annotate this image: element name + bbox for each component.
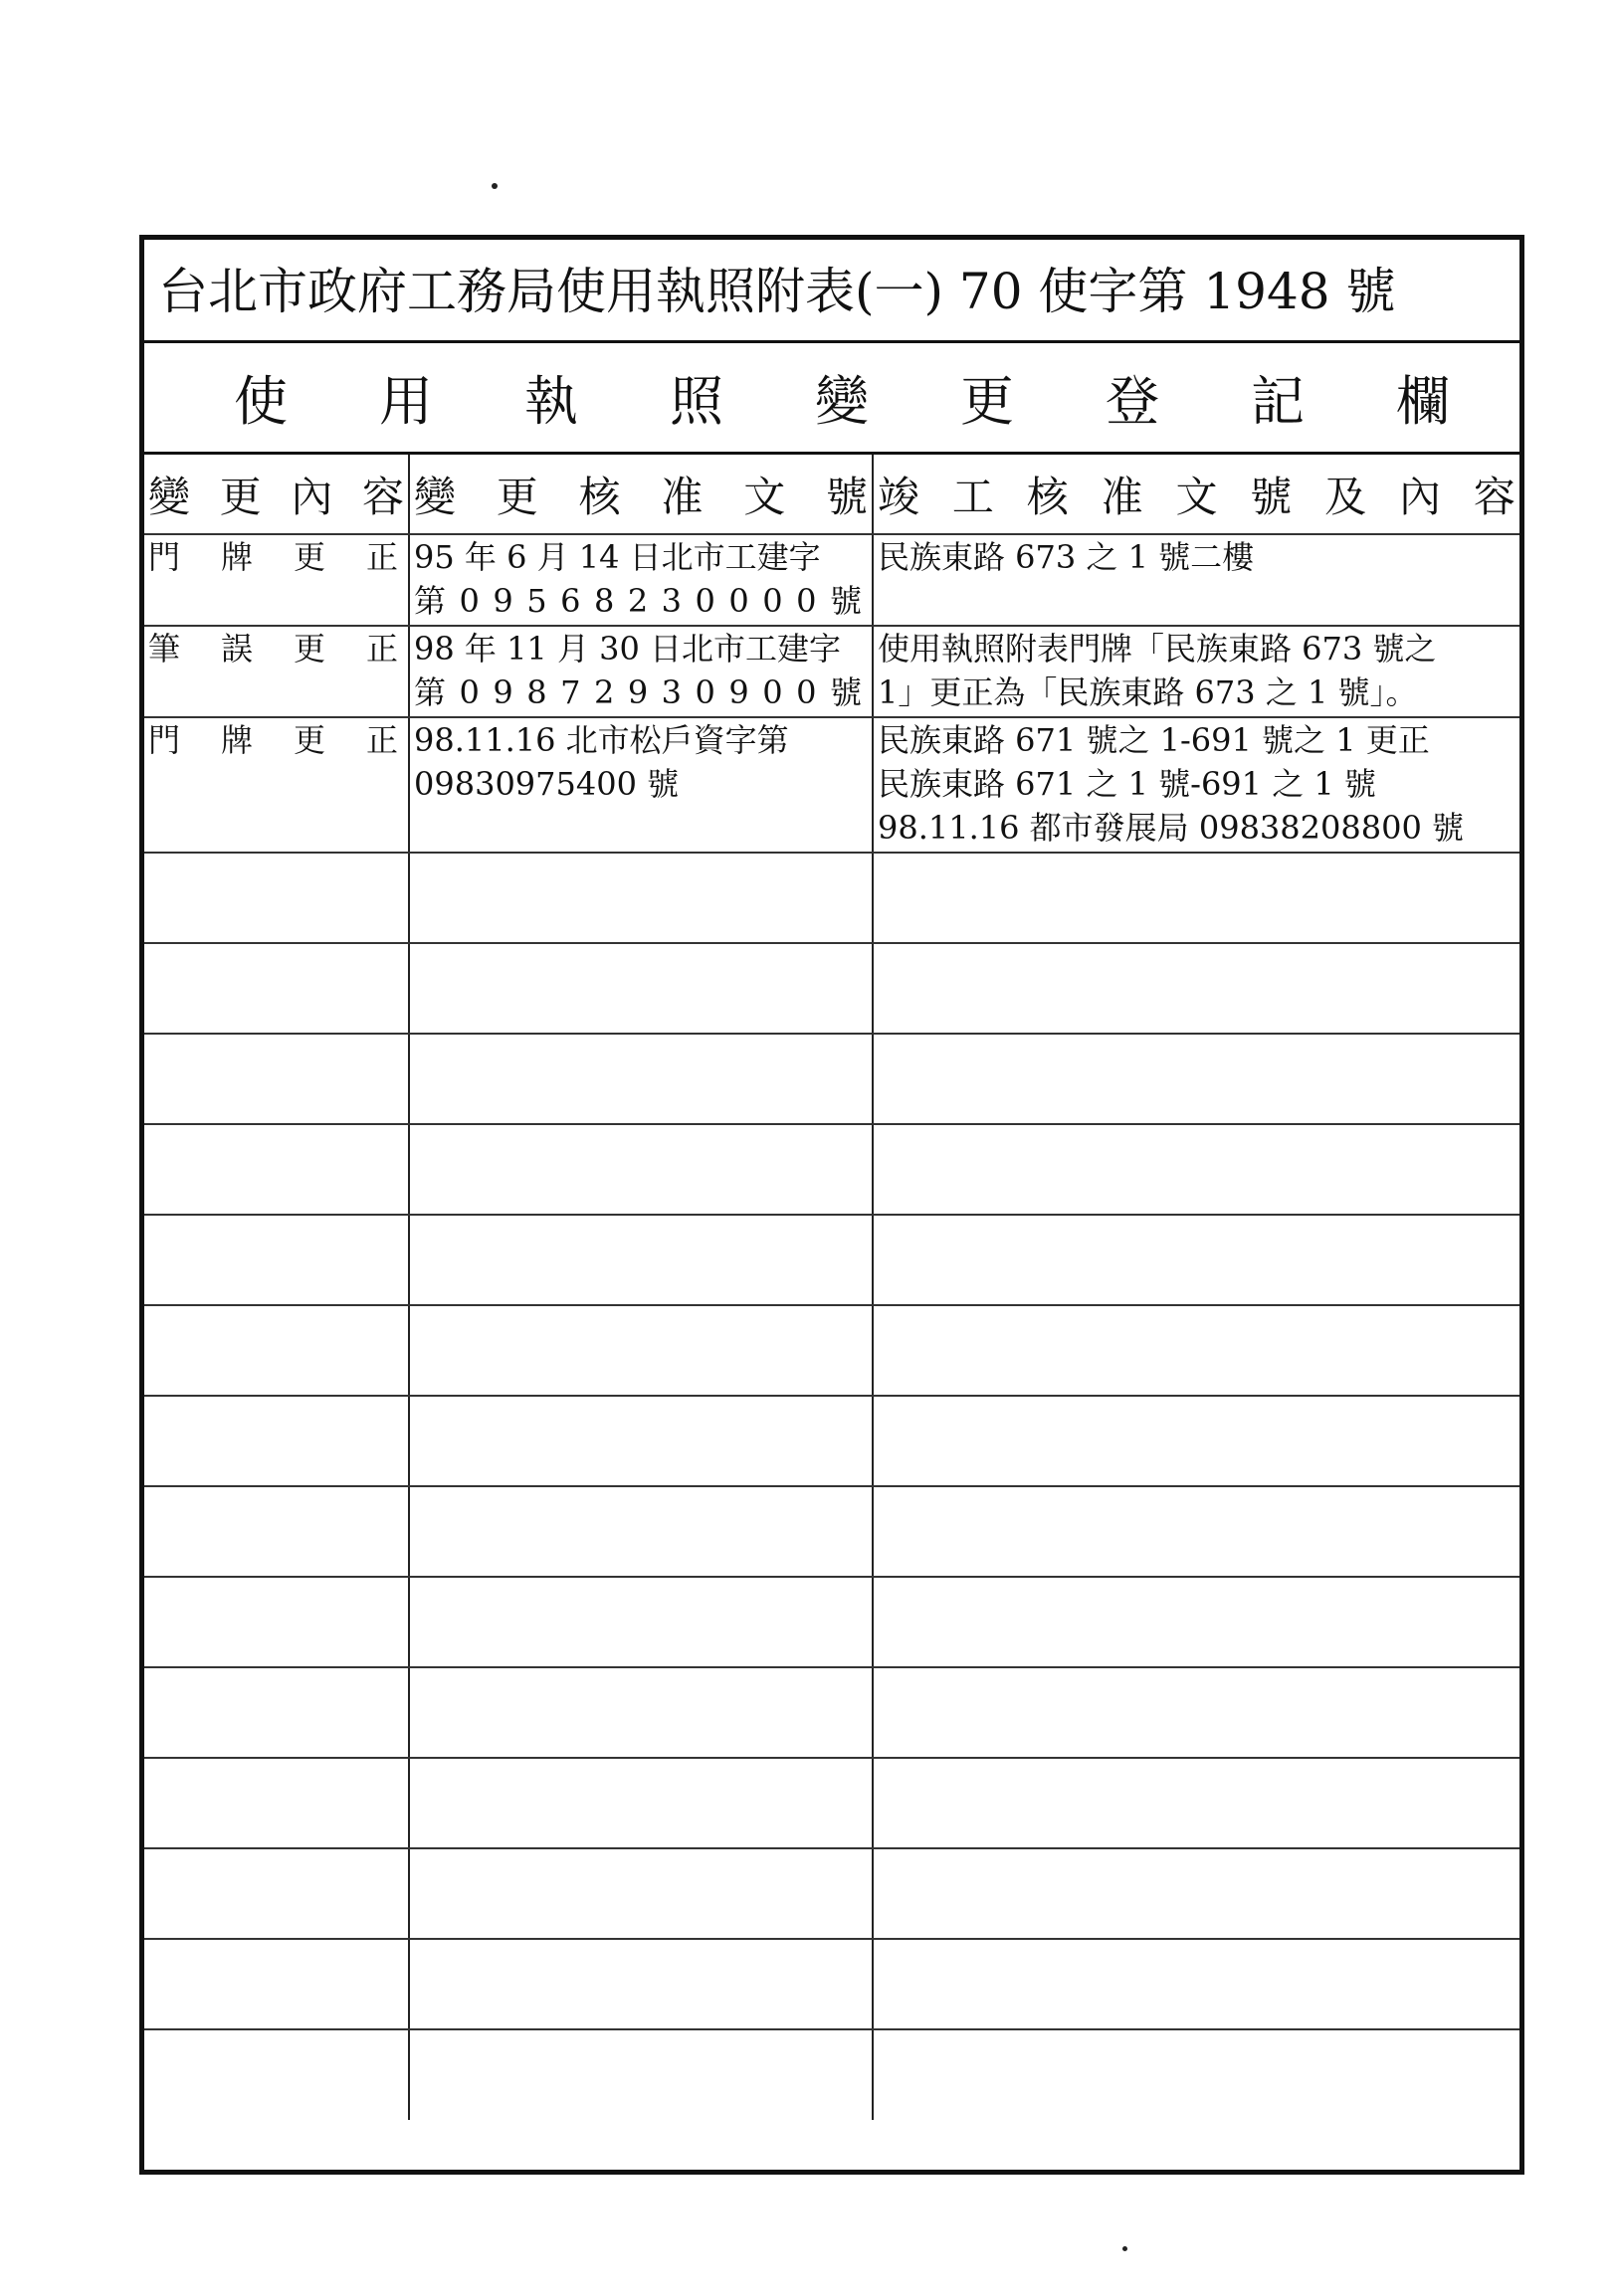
header-char: 文 — [743, 472, 786, 521]
approval-char: 號 — [829, 582, 862, 620]
empty-row — [144, 943, 1519, 1034]
content-line: 民族東路 671 號之 1-691 號之 1 更正 — [878, 721, 1430, 759]
empty-cell — [409, 1034, 873, 1124]
empty-cell — [873, 853, 1519, 943]
heading-char: 用 — [379, 370, 433, 433]
change-type-char: 更 — [293, 538, 325, 576]
empty-cell — [873, 1215, 1519, 1305]
change-type-char: 更 — [293, 630, 325, 668]
empty-cell — [873, 1124, 1519, 1215]
empty-cell — [409, 853, 873, 943]
change-type-cell — [144, 717, 409, 853]
completion-content-cell — [873, 534, 1519, 626]
approval-char: 0 — [695, 673, 715, 711]
header-char: 准 — [661, 472, 704, 521]
approval-line: 95 年 6 月 14 日北市工建字 — [414, 538, 821, 576]
empty-cell — [409, 2029, 873, 2120]
approval-line: 98 年 11 月 30 日北市工建字 — [414, 630, 842, 668]
approval-char: 3 — [661, 673, 683, 711]
empty-cell — [409, 1939, 873, 2029]
header-char: 核 — [578, 472, 621, 521]
header-char: 容 — [1473, 472, 1515, 521]
empty-cell — [409, 1124, 873, 1215]
empty-cell — [144, 1215, 409, 1305]
heading-char: 更 — [960, 370, 1014, 433]
header-char: 工 — [951, 472, 994, 521]
empty-cell — [144, 1577, 409, 1667]
header-char: 內 — [291, 472, 333, 521]
approval-char: 3 — [661, 582, 683, 620]
empty-cell — [144, 1486, 409, 1577]
scan-speck — [492, 183, 498, 189]
approval-char: 0 — [762, 673, 783, 711]
empty-cell — [409, 1667, 873, 1758]
change-type-char: 門 — [148, 721, 181, 759]
header-row — [144, 455, 1519, 534]
content-line: 98.11.16 都市發展局 09838208800 號 — [878, 809, 1464, 847]
change-type-char: 正 — [365, 721, 398, 759]
header-char: 號 — [825, 472, 868, 521]
approval-char: 0 — [762, 582, 783, 620]
empty-row — [144, 1396, 1519, 1486]
empty-row — [144, 1577, 1519, 1667]
approval-number-cell — [409, 626, 873, 717]
approval-char: 9 — [728, 673, 749, 711]
empty-cell — [144, 1034, 409, 1124]
empty-row — [144, 1758, 1519, 1848]
table-row — [144, 717, 1519, 853]
empty-cell — [144, 1848, 409, 1939]
content-line: 民族東路 671 之 1 號-691 之 1 號 — [878, 765, 1376, 803]
approval-char: 2 — [593, 673, 615, 711]
approval-char: 第 — [414, 673, 447, 711]
heading-char: 變 — [815, 370, 869, 433]
header-char: 文 — [1175, 472, 1218, 521]
empty-cell — [873, 1848, 1519, 1939]
heading-char: 使 — [234, 370, 288, 433]
approval-char: 第 — [414, 582, 447, 620]
header-char: 核 — [1026, 472, 1069, 521]
header-char: 更 — [219, 472, 262, 521]
approval-char: 9 — [493, 582, 513, 620]
approval-char: 8 — [593, 582, 615, 620]
empty-cell — [873, 1939, 1519, 2029]
change-type-char: 門 — [148, 538, 181, 576]
approval-char: 9 — [627, 673, 649, 711]
heading-char: 欄 — [1396, 370, 1450, 433]
header-char: 變 — [148, 472, 191, 521]
approval-number-cell — [409, 534, 873, 626]
heading-char: 登 — [1106, 370, 1159, 433]
heading-char: 記 — [1251, 370, 1305, 433]
approval-char: 0 — [796, 582, 817, 620]
empty-cell — [144, 2029, 409, 2120]
header-char: 內 — [1399, 472, 1442, 521]
empty-cell — [873, 1396, 1519, 1486]
change-type-char: 正 — [365, 538, 398, 576]
approval-line: 09830975400 號 — [414, 765, 680, 803]
approval-char: 號 — [829, 673, 862, 711]
empty-cell — [873, 1758, 1519, 1848]
change-type-char: 牌 — [220, 721, 253, 759]
header-char: 准 — [1101, 472, 1143, 521]
change-type-char: 更 — [293, 721, 325, 759]
completion-content-cell — [873, 717, 1519, 853]
empty-cell — [873, 1305, 1519, 1396]
empty-cell — [409, 1305, 873, 1396]
empty-cell — [409, 943, 873, 1034]
empty-cell — [873, 1034, 1519, 1124]
header-char: 更 — [496, 472, 538, 521]
change-type-cell — [144, 626, 409, 717]
empty-cell — [144, 1939, 409, 2029]
header-char: 容 — [361, 472, 404, 521]
header-change-approval-no — [409, 455, 873, 534]
empty-cell — [873, 943, 1519, 1034]
approval-char: 9 — [493, 673, 513, 711]
certificate-frame — [139, 235, 1524, 2175]
content-line: 使用執照附表門牌「民族東路 673 號之 — [878, 630, 1437, 668]
empty-cell — [144, 1396, 409, 1486]
scan-speck — [1122, 2246, 1127, 2251]
empty-cell — [144, 853, 409, 943]
empty-cell — [144, 1667, 409, 1758]
empty-row — [144, 1939, 1519, 2029]
empty-row — [144, 1215, 1519, 1305]
content-line: 民族東路 673 之 1 號二樓 — [878, 538, 1255, 576]
empty-cell — [873, 1486, 1519, 1577]
approval-char: 0 — [459, 673, 480, 711]
change-register-table — [144, 455, 1519, 2120]
approval-char: 0 — [796, 673, 817, 711]
change-type-char: 牌 — [220, 538, 253, 576]
empty-cell — [409, 1396, 873, 1486]
empty-cell — [144, 1758, 409, 1848]
empty-cell — [409, 1577, 873, 1667]
header-completion-approval — [873, 455, 1519, 534]
change-type-char: 正 — [365, 630, 398, 668]
empty-cell — [144, 1124, 409, 1215]
empty-row — [144, 1848, 1519, 1939]
change-type-char: 誤 — [220, 630, 253, 668]
approval-char: 5 — [526, 582, 547, 620]
header-change-content — [144, 455, 409, 534]
empty-cell — [144, 943, 409, 1034]
empty-cell — [409, 1848, 873, 1939]
empty-row — [144, 1667, 1519, 1758]
approval-char: 0 — [459, 582, 480, 620]
empty-cell — [409, 1758, 873, 1848]
heading-char: 執 — [524, 370, 578, 433]
empty-cell — [144, 1305, 409, 1396]
header-char: 變 — [414, 472, 457, 521]
change-type-char: 筆 — [148, 630, 181, 668]
empty-cell — [409, 1486, 873, 1577]
content-line: 1」更正為「民族東路 673 之 1 號」。 — [878, 673, 1418, 711]
empty-row — [144, 1486, 1519, 1577]
approval-char: 6 — [560, 582, 581, 620]
header-char: 及 — [1324, 472, 1367, 521]
empty-row — [144, 1305, 1519, 1396]
header-char: 竣 — [878, 472, 920, 521]
approval-char: 2 — [627, 582, 649, 620]
approval-line: 98.11.16 北市松戶資字第 — [414, 721, 789, 759]
empty-cell — [873, 2029, 1519, 2120]
approval-char: 0 — [695, 582, 715, 620]
change-type-cell — [144, 534, 409, 626]
change-register-heading — [144, 343, 1519, 455]
table-row — [144, 626, 1519, 717]
approval-char: 7 — [560, 673, 581, 711]
approval-number-cell — [409, 717, 873, 853]
empty-row — [144, 1034, 1519, 1124]
document-title: 台北市政府工務局使用執照附表(一) 70 使字第 1948 號 — [144, 240, 1519, 343]
empty-cell — [409, 1215, 873, 1305]
empty-row — [144, 853, 1519, 943]
empty-cell — [873, 1667, 1519, 1758]
header-char: 號 — [1250, 472, 1293, 521]
empty-cell — [873, 1577, 1519, 1667]
completion-content-cell — [873, 626, 1519, 717]
approval-char: 0 — [728, 582, 749, 620]
heading-char: 照 — [670, 370, 723, 433]
table-row — [144, 534, 1519, 626]
approval-char: 8 — [526, 673, 547, 711]
empty-row — [144, 2029, 1519, 2120]
empty-row — [144, 1124, 1519, 1215]
